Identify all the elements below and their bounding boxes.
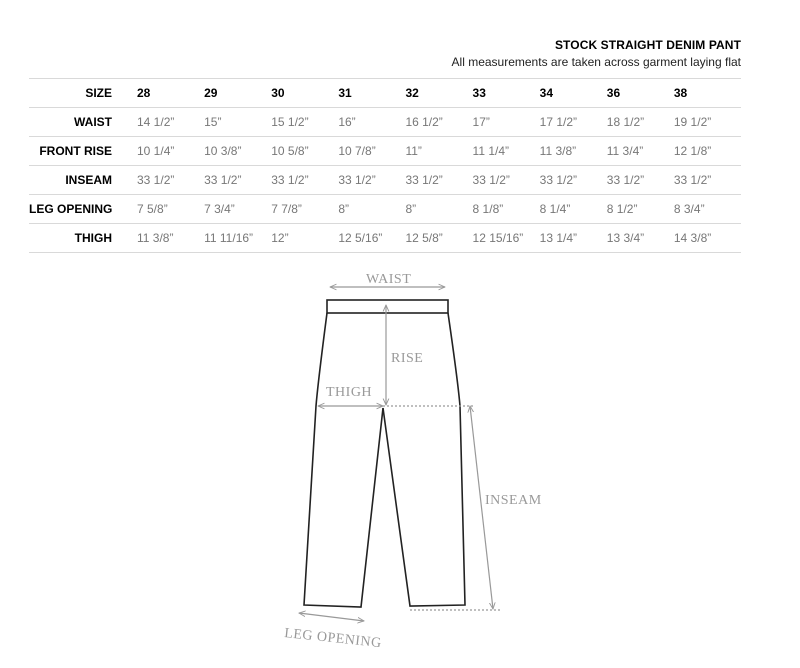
- waist-label: WAIST: [366, 272, 412, 287]
- measurement-cell: 8”: [338, 195, 405, 224]
- size-header-cell: 36: [607, 79, 674, 108]
- page-subtitle: All measurements are taken across garment laying flat: [451, 55, 741, 69]
- measurement-cell: 33 1/2”: [607, 166, 674, 195]
- row-label: WAIST: [29, 108, 137, 137]
- measurement-cell: 8 1/4”: [540, 195, 607, 224]
- measurement-cell: 8 1/8”: [473, 195, 540, 224]
- measurement-cell: 33 1/2”: [674, 166, 741, 195]
- measurement-cell: 8 1/2”: [607, 195, 674, 224]
- table-row: [29, 224, 741, 253]
- measurement-cell: 19 1/2”: [674, 108, 741, 137]
- measurement-cell: 33 1/2”: [338, 166, 405, 195]
- rise-label: RISE: [391, 351, 424, 366]
- measurement-cell: 11 1/4”: [473, 137, 540, 166]
- size-chart-table: [29, 78, 741, 253]
- leg-opening-arrow: [299, 613, 364, 621]
- measurement-cell: 16 1/2”: [405, 108, 472, 137]
- size-header-cell: 31: [338, 79, 405, 108]
- measurement-cell: 17 1/2”: [540, 108, 607, 137]
- inseam-label: INSEAM: [485, 493, 542, 508]
- row-label: LEG OPENING: [29, 195, 137, 224]
- size-header-cell: 30: [271, 79, 338, 108]
- measurement-cell: 10 5/8”: [271, 137, 338, 166]
- measurement-cell: 15”: [204, 108, 271, 137]
- row-label: INSEAM: [29, 166, 137, 195]
- measurement-cell: 13 1/4”: [540, 224, 607, 253]
- measurement-cell: 14 3/8”: [674, 224, 741, 253]
- measurement-cell: 14 1/2”: [137, 108, 204, 137]
- measurement-cell: 7 3/4”: [204, 195, 271, 224]
- size-header-cell: 33: [473, 79, 540, 108]
- header: [452, 38, 741, 69]
- measurement-cell: 11 3/4”: [607, 137, 674, 166]
- measurement-cell: 12 5/8”: [405, 224, 472, 253]
- thigh-label: THIGH: [326, 385, 373, 400]
- measurement-cell: 12”: [271, 224, 338, 253]
- size-header-cell: 28: [137, 79, 204, 108]
- measurement-cell: 7 5/8”: [137, 195, 204, 224]
- measurement-cell: 12 1/8”: [674, 137, 741, 166]
- measurement-cell: 33 1/2”: [473, 166, 540, 195]
- size-header-cell: 38: [674, 79, 741, 108]
- size-header-cell: 29: [204, 79, 271, 108]
- measurement-cell: 11 3/8”: [137, 224, 204, 253]
- table-row: [29, 166, 741, 195]
- measurement-cell: 11 11/16”: [204, 224, 271, 253]
- row-label: THIGH: [29, 224, 137, 253]
- measurement-cell: 10 1/4”: [137, 137, 204, 166]
- measurement-cell: 16”: [338, 108, 405, 137]
- measurement-cell: 33 1/2”: [540, 166, 607, 195]
- waistband-shape: [327, 300, 448, 313]
- pant-measurement-diagram: [270, 262, 560, 662]
- page-title: STOCK STRAIGHT DENIM PANT: [554, 38, 741, 52]
- size-header-cell: 34: [540, 79, 607, 108]
- measurement-cell: 33 1/2”: [405, 166, 472, 195]
- left-leg-outline: [304, 313, 383, 607]
- pant-outline: [304, 300, 465, 607]
- row-label: FRONT RISE: [29, 137, 137, 166]
- measurement-cell: 12 15/16”: [473, 224, 540, 253]
- measurement-cell: 10 7/8”: [338, 137, 405, 166]
- measurement-cell: 15 1/2”: [271, 108, 338, 137]
- measurement-cell: 11”: [405, 137, 472, 166]
- table-row: [29, 137, 741, 166]
- measurement-cell: 11 3/8”: [540, 137, 607, 166]
- table-header-row: [29, 79, 741, 108]
- table-row: [29, 195, 741, 224]
- measurement-cell: 7 7/8”: [271, 195, 338, 224]
- measurement-cell: 12 5/16”: [338, 224, 405, 253]
- measurement-cell: 17”: [473, 108, 540, 137]
- measurement-cell: 33 1/2”: [271, 166, 338, 195]
- measurement-cell: 10 3/8”: [204, 137, 271, 166]
- size-header-label: SIZE: [29, 79, 137, 108]
- measurement-cell: 8 3/4”: [674, 195, 741, 224]
- measurement-cell: 33 1/2”: [137, 166, 204, 195]
- leg-opening-label: LEG OPENING: [283, 626, 383, 652]
- table-row: [29, 108, 741, 137]
- measurement-cell: 18 1/2”: [607, 108, 674, 137]
- size-header-cell: 32: [405, 79, 472, 108]
- measurement-cell: 13 3/4”: [607, 224, 674, 253]
- measurement-cell: 8”: [405, 195, 472, 224]
- measurement-cell: 33 1/2”: [204, 166, 271, 195]
